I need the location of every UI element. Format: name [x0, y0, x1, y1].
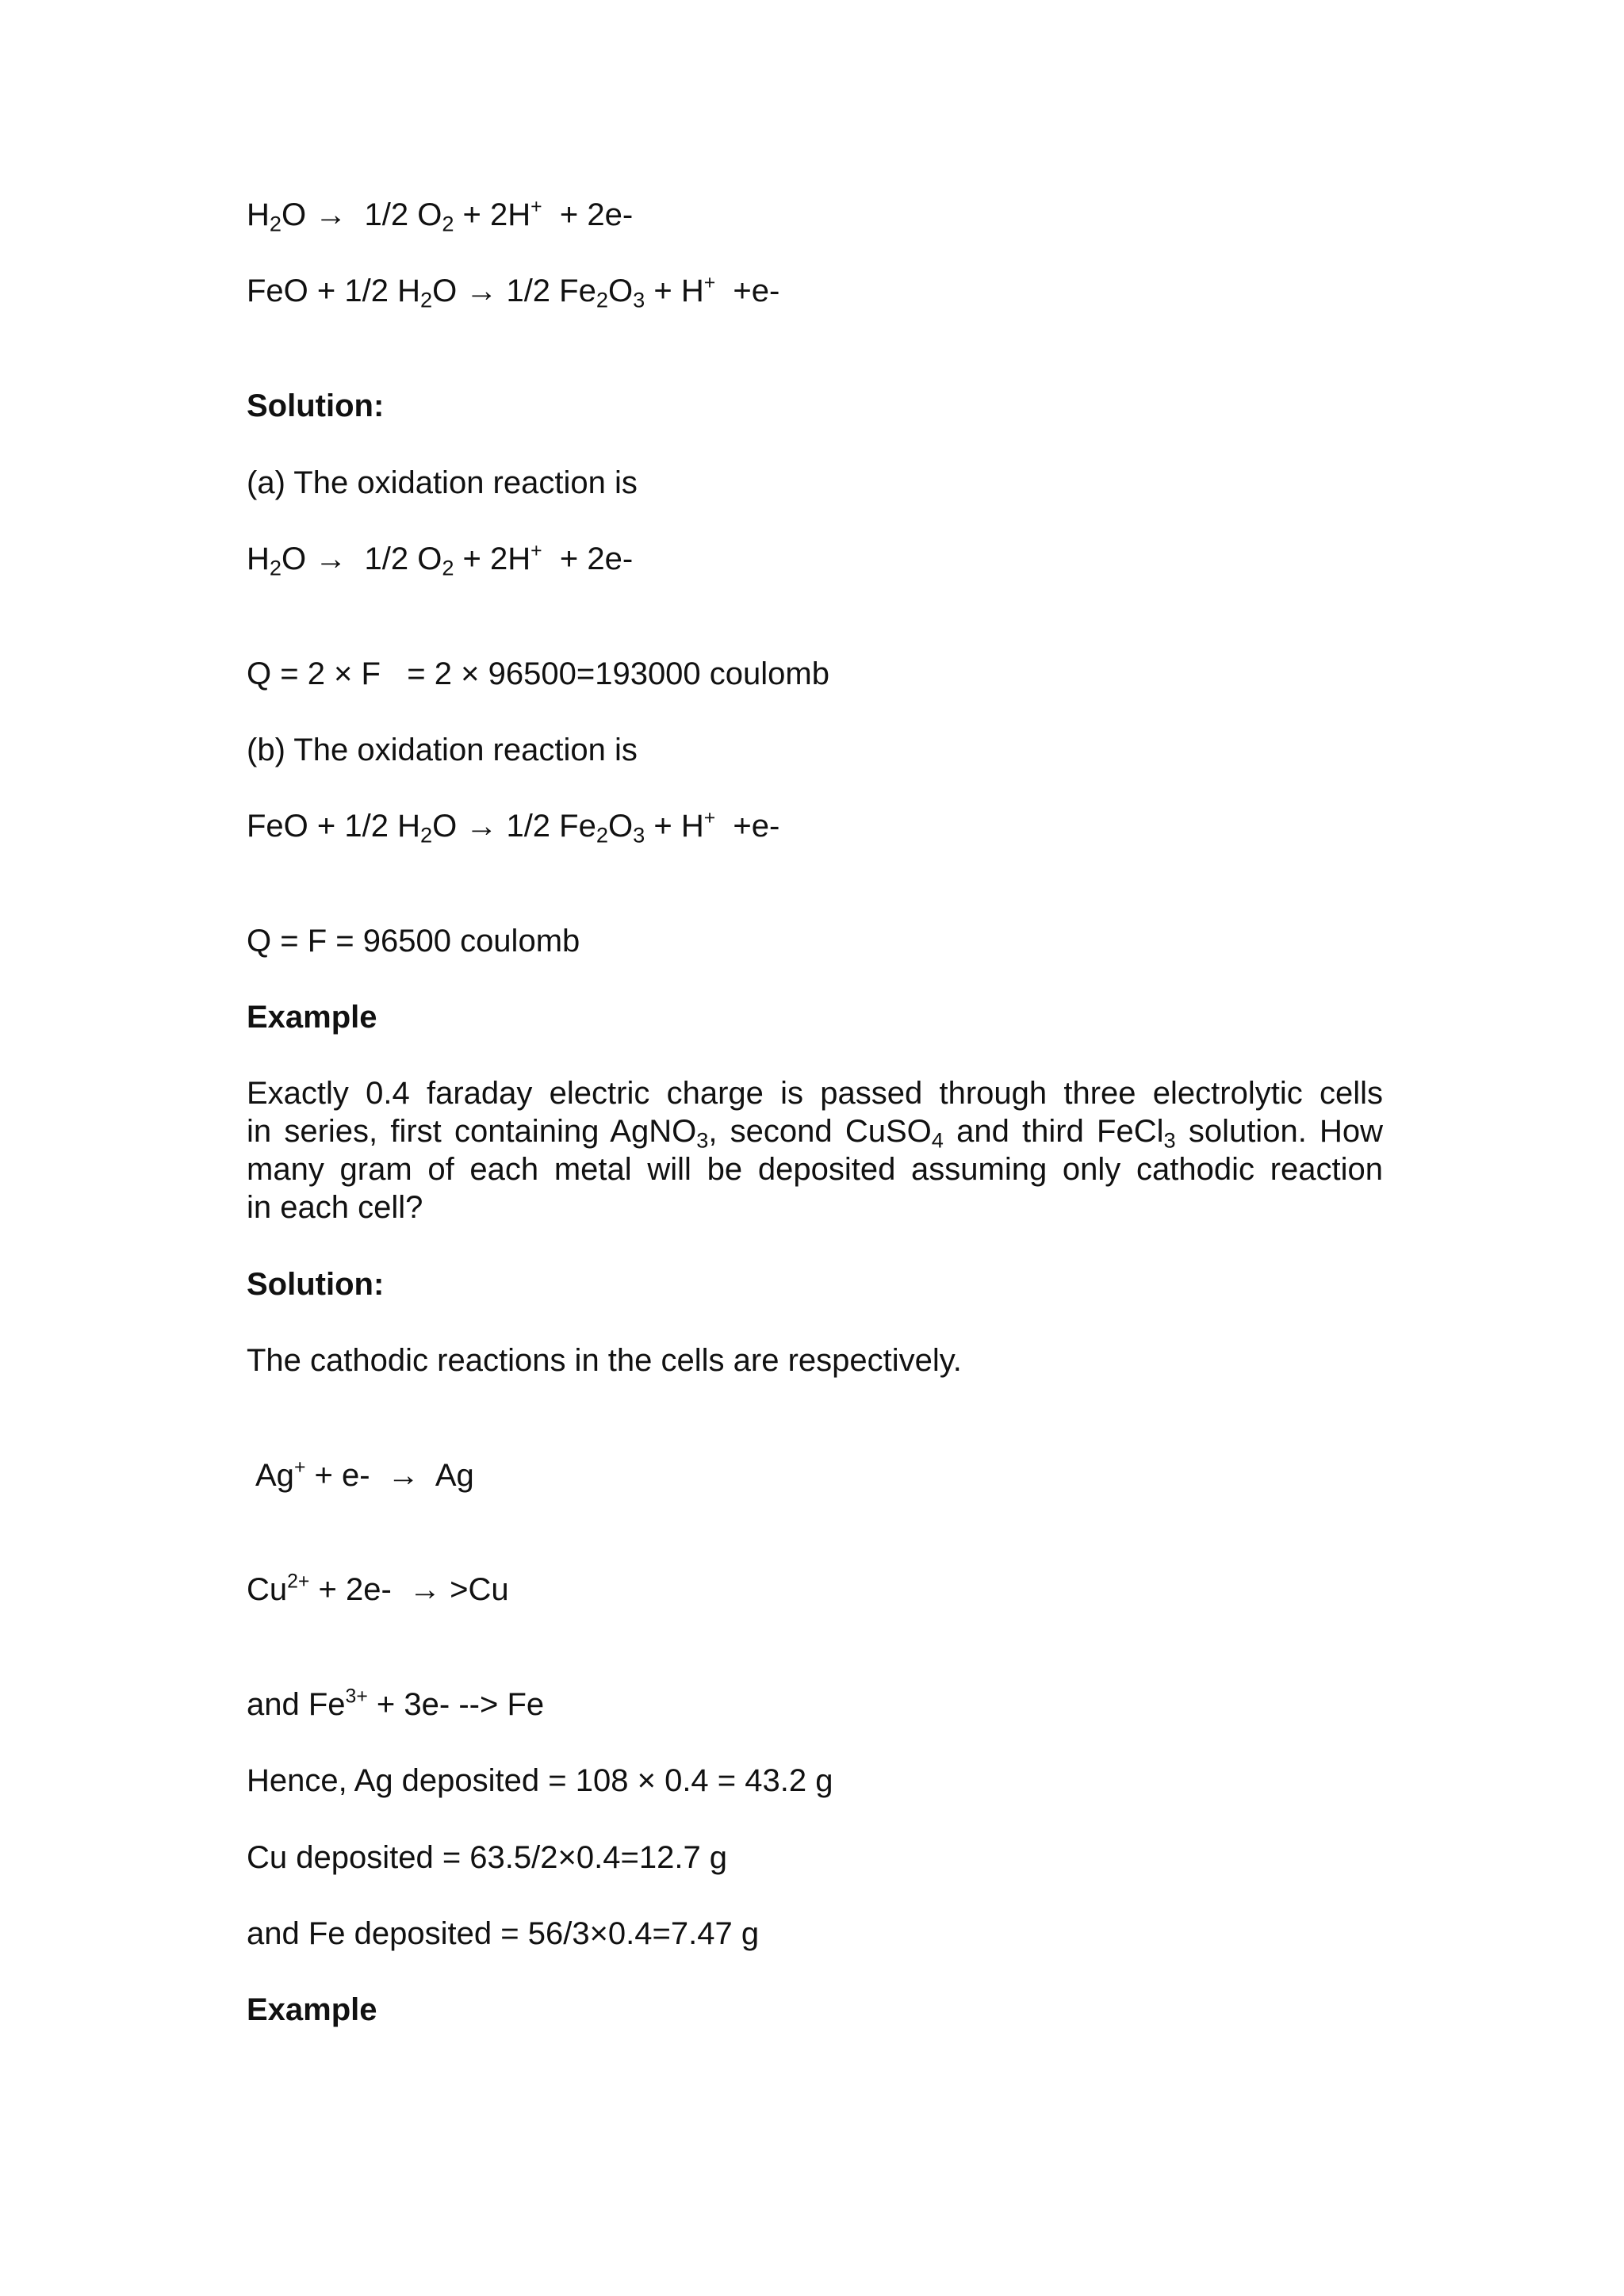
equation-iron-reduction: and $Fe^{3+} + 3e-$ --> Fe [247, 1686, 545, 1722]
equation-feo-oxidation: FeO + 1/2 $H_2O \to 1/2$ $Fe_2O_3 + H^+ +e-$ [247, 272, 780, 312]
charge-calculation-a: Q = 2 × F = 2 × 96500=193000 coulomb [247, 656, 829, 691]
solution-heading: Solution: [247, 1267, 385, 1302]
example-heading: Example [247, 1992, 377, 2027]
equation-water-oxidation-repeat: $H_2O \to 1/2$ $O_2 + 2H^+ + 2e-$ [247, 540, 634, 580]
equation-water-oxidation: $H_2O \to 1/2$ $O_2 + 2H^+ + 2e-$ [247, 196, 634, 236]
part-b-label: (b) The oxidation reaction is [247, 733, 638, 767]
paragraph-line: in series, first containing AgNO$_3$, second CuSO$_4$ and third FeCl$_3$ solution. How [247, 1114, 1384, 1153]
equation-copper-reduction: $Cu^{2+} + 2e- \to >Cu$ [247, 1571, 509, 1607]
example-heading: Example [247, 1000, 377, 1035]
example-problem-paragraph [247, 1074, 1383, 1226]
paragraph-line: Exactly 0.4 faraday electric charge is passed through three electrolytic cells [247, 1076, 1383, 1111]
solution-heading: Solution: [247, 388, 385, 423]
charge-calculation-b: Q = F = 96500 coulomb [247, 924, 580, 959]
part-a-label: (a) The oxidation reaction is [247, 465, 638, 500]
paragraph-line: many gram of each metal will be deposited assuming only cathodic reaction [247, 1152, 1383, 1187]
cathodic-intro: The cathodic reactions in the cells are respectively. [247, 1343, 962, 1378]
copper-deposited: Cu deposited = 63.5/2×0.4=12.7 g [247, 1840, 728, 1875]
silver-deposited: Hence, Ag deposited = 108 × 0.4 = 43.2 g [247, 1763, 833, 1798]
equation-feo-oxidation-repeat: FeO + 1/2 $H_2O \to 1/2$ $Fe_2O_3 + H^+ +e-$ [247, 807, 780, 848]
paragraph-line: in each cell? [247, 1190, 423, 1225]
iron-deposited: and Fe deposited = 56/3×0.4=7.47 g [247, 1916, 760, 1951]
equation-silver-reduction: Ag+ + e- → Ag [255, 1456, 474, 1493]
